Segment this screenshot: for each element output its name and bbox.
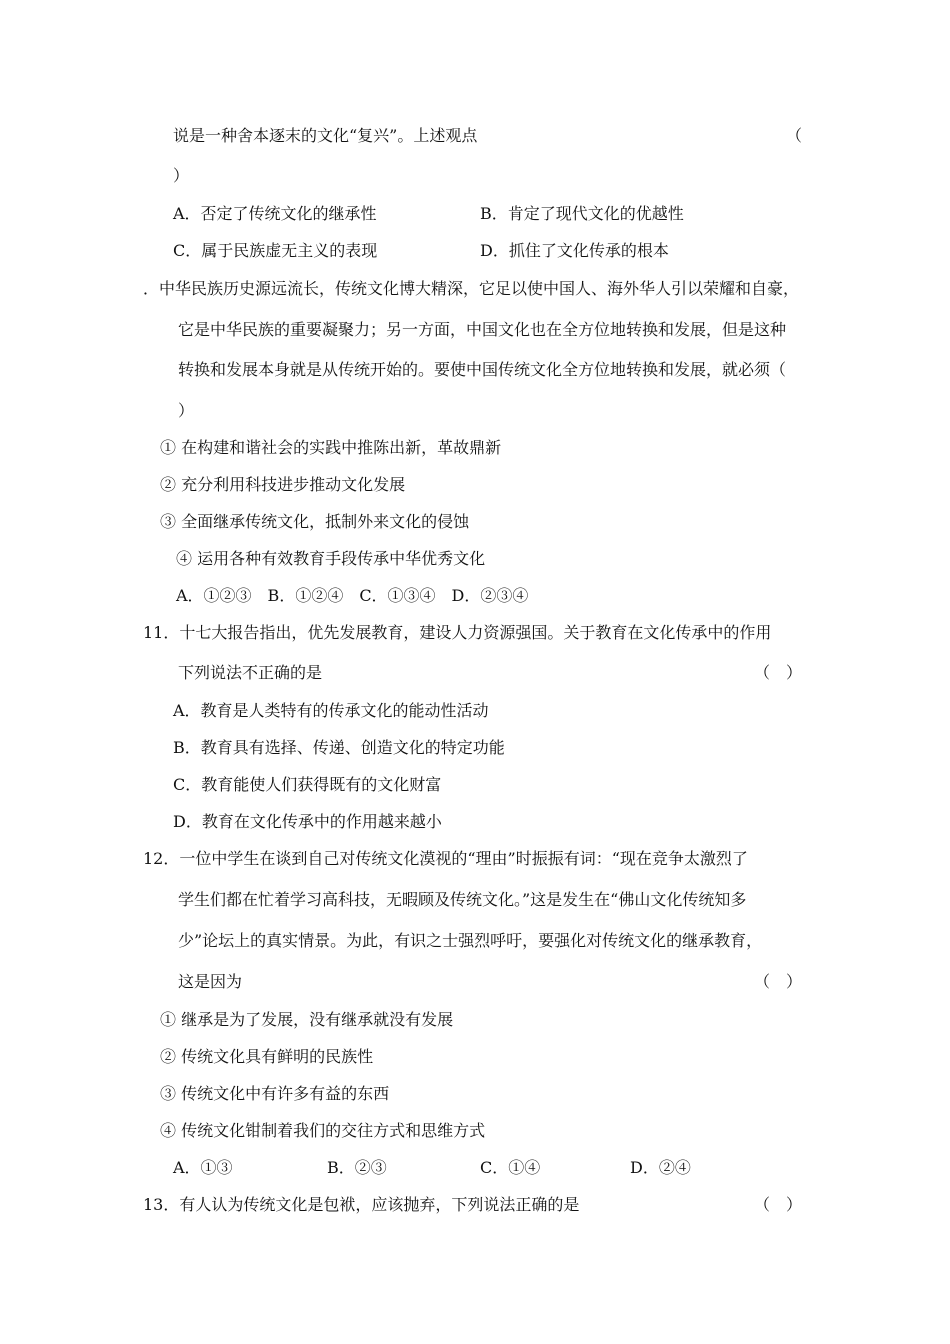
q10-item-2: ② 充分利用科技进步推动文化发展 bbox=[160, 475, 406, 494]
q12-line-2: 学生们都在忙着学习高科技，无暇顾及传统文化。”这是发生在“佛山文化传统知多 bbox=[178, 890, 747, 909]
q9-option-b: B．肯定了现代文化的优越性 bbox=[480, 204, 684, 223]
q9-option-d: D．抓住了文化传承的根本 bbox=[480, 241, 669, 260]
q12-item-3: ③ 传统文化中有许多有益的东西 bbox=[160, 1084, 390, 1103]
q10-line-3: 转换和发展本身就是从传统开始的。要使中国传统文化全方位地转换和发展，就必须（ bbox=[178, 360, 787, 379]
q12-item-4: ④ 传统文化钳制着我们的交往方式和思维方式 bbox=[160, 1121, 486, 1140]
q10-line-1: ．中华民族历史源远流长，传统文化博大精深，它足以使中国人、海外华人引以荣耀和自豪， bbox=[143, 279, 800, 298]
q12-line-1: 12．一位中学生在谈到自己对传统文化漠视的“理由”时振振有词：“现在竞争太激烈了 bbox=[143, 849, 748, 868]
q11-option-a: A．教育是人类特有的传承文化的能动性活动 bbox=[173, 701, 489, 720]
q12-option-a: A．①③ bbox=[173, 1158, 233, 1177]
q10-item-3: ③ 全面继承传统文化，抵制外来文化的侵蚀 bbox=[160, 512, 470, 531]
q11-option-c: C．教育能使人们获得既有的文化财富 bbox=[173, 775, 442, 794]
q10-item-1: ① 在构建和谐社会的实践中推陈出新，革故鼎新 bbox=[160, 438, 502, 457]
q12-line-3: 少”论坛上的真实情景。为此，有识之士强烈呼吁，要强化对传统文化的继承教育， bbox=[178, 931, 763, 950]
q13-line-1: 13．有人认为传统文化是包袱，应该抛弃，下列说法正确的是 bbox=[143, 1195, 580, 1214]
q12-option-c: C．①④ bbox=[480, 1158, 541, 1177]
q9-option-a: A．否定了传统文化的继承性 bbox=[173, 204, 377, 223]
q9-tail-line: 说是一种舍本逐末的文化“复兴”。上述观点 bbox=[173, 126, 478, 145]
q10-bracket-close: ） bbox=[178, 401, 195, 420]
q9-option-c: C．属于民族虚无主义的表现 bbox=[173, 241, 378, 260]
q10-item-4: ④ 运用各种有效教育手段传承中华优秀文化 bbox=[176, 549, 486, 568]
q10-options: A．①②③ B．①②④ C．①③④ D．②③④ bbox=[176, 586, 529, 605]
q11-option-d: D．教育在文化传承中的作用越来越小 bbox=[173, 812, 442, 831]
q11-option-b: B．教育具有选择、传递、创造文化的特定功能 bbox=[173, 738, 505, 757]
q10-line-2: 它是中华民族的重要凝聚力；另一方面，中国文化也在全方位地转换和发展，但是这种 bbox=[178, 320, 787, 339]
q12-item-1: ① 继承是为了发展，没有继承就没有发展 bbox=[160, 1010, 454, 1029]
q12-line-4: 这是因为 bbox=[178, 972, 243, 991]
q12-bracket: （ ） bbox=[754, 972, 803, 991]
q12-option-d: D．②④ bbox=[630, 1158, 691, 1177]
q12-option-b: B．②③ bbox=[327, 1158, 387, 1177]
q11-line-1: 11．十七大报告指出，优先发展教育，建设人力资源强国。关于教育在文化传承中的作用 bbox=[143, 623, 772, 642]
q9-bracket-close: ） bbox=[173, 166, 190, 185]
q13-bracket: （ ） bbox=[754, 1195, 803, 1214]
q11-line-2: 下列说法不正确的是 bbox=[178, 663, 323, 682]
q12-item-2: ② 传统文化具有鲜明的民族性 bbox=[160, 1047, 374, 1066]
q9-bracket-open: （ bbox=[786, 126, 803, 145]
q11-bracket: （ ） bbox=[754, 663, 803, 682]
